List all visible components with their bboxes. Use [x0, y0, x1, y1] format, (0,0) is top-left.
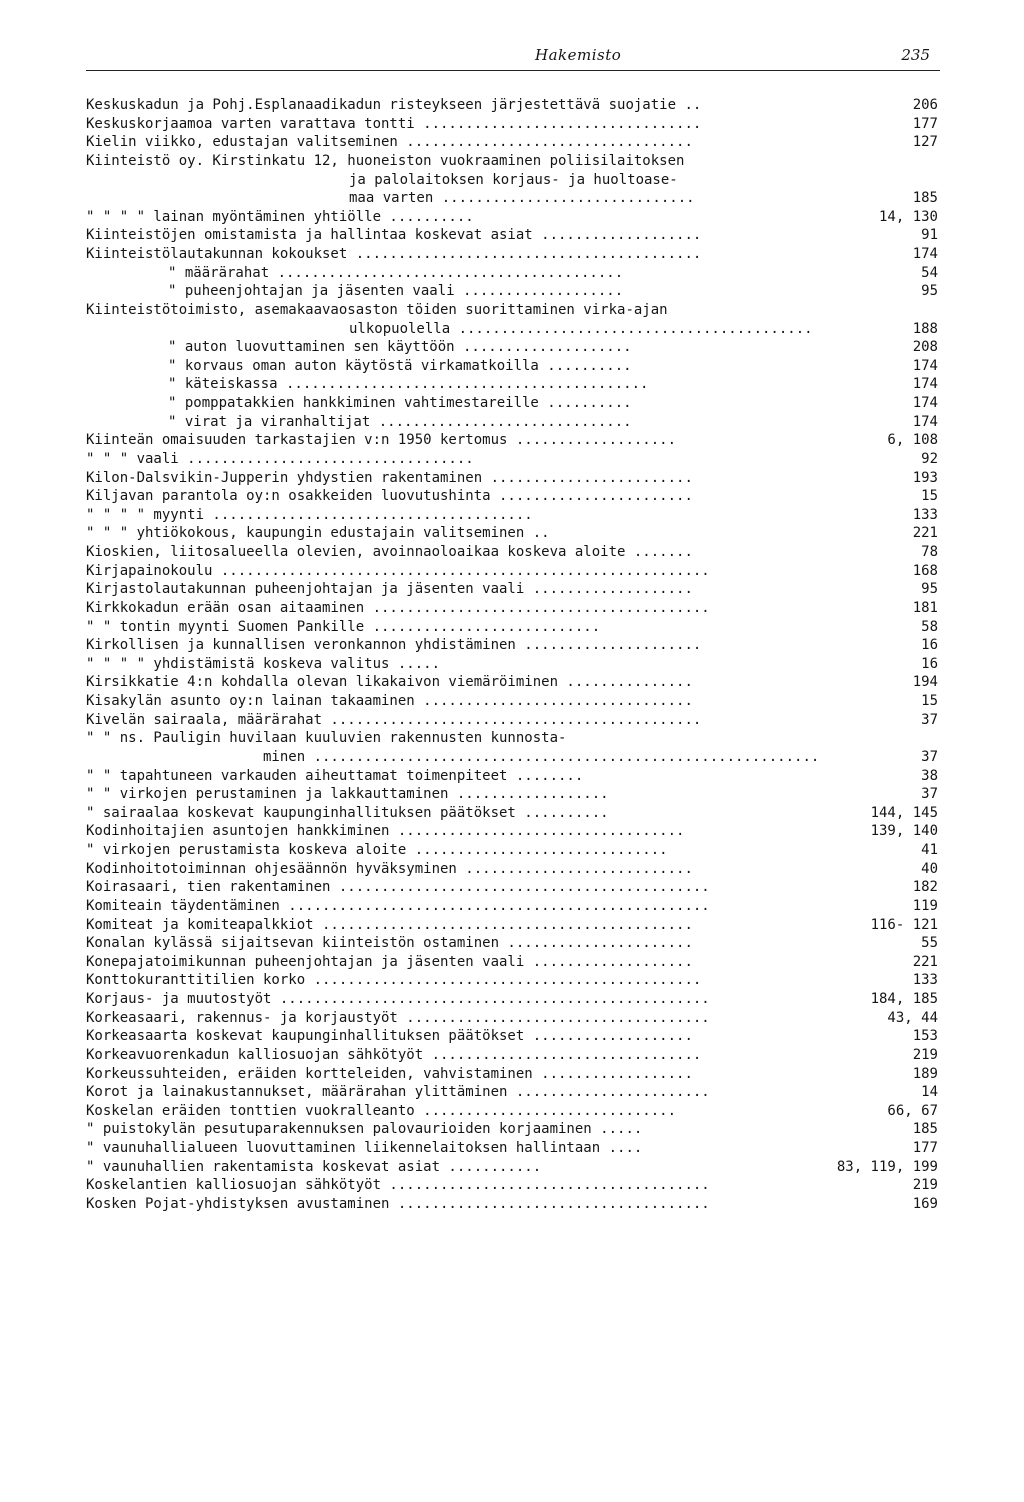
entry-text: Komiteat ja komiteapalkkiot ............................................ [86, 916, 693, 933]
entry-pages: 182 [912, 879, 938, 896]
entry-pages: 127 [912, 134, 938, 151]
entry-pages: 66, 67 [887, 1102, 938, 1119]
entry-text: Kielin viikko, edustajan valitseminen .................................. [86, 134, 693, 151]
entry-pages: 95 [921, 581, 938, 598]
entry-pages: 174 [912, 413, 938, 430]
entry-text: Kodinhoitajien asuntojen hankkiminen .................................. [86, 823, 685, 840]
entry-pages: 15 [921, 488, 938, 505]
entry-pages: 208 [912, 339, 938, 356]
entry-text: Konalan kylässä sijaitsevan kiinteistön ostaminen ...................... [86, 935, 693, 952]
index-entry [0, 245, 1024, 264]
index-entry [0, 1176, 1024, 1195]
entry-pages: 174 [912, 357, 938, 374]
entry-text: " sairaalaa koskevat kaupunginhallituksen päätökset .......... [86, 804, 609, 821]
entry-text: Koirasaari, tien rakentaminen ............................................ [86, 879, 710, 896]
entry-text: Kodinhoitotoiminnan ohjesäännön hyväksyminen ........................... [86, 860, 693, 877]
entry-pages: 193 [912, 469, 938, 486]
header-title: Hakemisto [535, 46, 622, 64]
entry-text: " " tontin myynti Suomen Pankille ........................... [86, 618, 601, 635]
index-entry [0, 841, 1024, 860]
page-header [86, 46, 940, 71]
index-entry [0, 580, 1024, 599]
index-entry [0, 264, 1024, 283]
entry-pages: 58 [921, 618, 938, 635]
entry-pages: 41 [921, 842, 938, 858]
entry-text: " " " " myynti ...................................... [86, 506, 533, 523]
entry-text: Kivelän sairaala, määrärahat ............................................ [86, 711, 702, 728]
index-entry [0, 469, 1024, 488]
entry-pages: 219 [912, 1046, 938, 1063]
entry-pages: 133 [912, 506, 938, 523]
index-entries [0, 96, 1024, 1214]
page-number: 235 [901, 46, 930, 64]
entry-text: Korkeasaari, rakennus- ja korjaustyöt .................................... [86, 1009, 710, 1026]
index-entry [0, 1009, 1024, 1028]
entry-pages: 219 [912, 1177, 938, 1194]
index-entry [0, 804, 1024, 823]
entry-pages: 14, 130 [878, 208, 938, 225]
index-entry [0, 916, 1024, 935]
entry-text: Keskuskorjaamoa varten varattava tontti ................................. [86, 115, 702, 132]
entry-text: maa varten .............................. [349, 190, 695, 207]
entry-text: Kiinteän omaisuuden tarkastajien v:n 1950 kertomus ................... [86, 432, 677, 449]
index-entry [0, 413, 1024, 432]
index-entry [0, 822, 1024, 841]
index-entry [0, 785, 1024, 804]
index-entry [0, 133, 1024, 152]
entry-text: " vaunuhallien rakentamista koskevat asiat ........... [86, 1158, 542, 1175]
entry-pages: 6, 108 [887, 432, 938, 449]
index-entry [0, 1195, 1024, 1214]
entry-text: Konttokuranttitilien korko .............................................. [86, 972, 702, 989]
entry-text: " puistokylän pesutuparakennuksen palovaurioiden korjaaminen ..... [86, 1121, 643, 1138]
entry-pages: 92 [921, 450, 938, 467]
entry-pages: 55 [921, 935, 938, 952]
entry-pages: 177 [912, 115, 938, 132]
entry-pages: 188 [912, 320, 938, 337]
index-entry [0, 543, 1024, 562]
entry-text: Kiljavan parantola oy:n osakkeiden luovutushinta ....................... [86, 488, 693, 505]
entry-pages: 78 [921, 544, 938, 560]
index-entry [0, 599, 1024, 618]
entry-pages: 184, 185 [870, 991, 938, 1007]
index-entry [0, 208, 1024, 227]
entry-text: " puheenjohtajan ja jäsenten vaali ................... [168, 283, 624, 300]
entry-text: Kisakylän asunto oy:n lainan takaaminen ................................ [86, 693, 693, 709]
entry-text: Koskelantien kalliosuojan sähkötyöt ...................................... [86, 1177, 710, 1194]
index-entry [0, 338, 1024, 357]
entry-text: minen ............................................................ [263, 748, 820, 765]
index-entry [0, 1139, 1024, 1158]
entry-pages: 14 [921, 1084, 938, 1101]
entry-pages: 221 [912, 525, 938, 542]
index-entry [0, 990, 1024, 1009]
index-entry [0, 692, 1024, 711]
entry-text: " " " yhtiökokous, kaupungin edustajain valitseminen .. [86, 525, 550, 542]
entry-text: " " ns. Pauligin huvilaan kuuluvien rakennusten kunnosta- [86, 730, 567, 747]
index-entry [0, 152, 1024, 171]
entry-pages: 116- 121 [870, 916, 938, 933]
index-entry [0, 506, 1024, 525]
index-entry [0, 934, 1024, 953]
entry-pages: 174 [912, 246, 938, 262]
entry-pages: 37 [921, 786, 938, 803]
index-entry [0, 1102, 1024, 1121]
entry-text: Konepajatoimikunnan puheenjohtajan ja jäsenten vaali ................... [86, 953, 693, 970]
index-entry [0, 729, 1024, 748]
entry-text: ja palolaitoksen korjaus- ja huoltoase- [349, 171, 678, 188]
entry-text: " " " " yhdistämistä koskeva valitus ..... [86, 655, 441, 672]
entry-pages: 194 [912, 674, 938, 691]
entry-text: " korvaus oman auton käytöstä virkamatkoilla .......... [168, 357, 632, 374]
entry-pages: 174 [912, 395, 938, 411]
entry-pages: 221 [912, 953, 938, 970]
entry-pages: 189 [912, 1065, 938, 1082]
index-entry [0, 189, 1024, 208]
entry-pages: 144, 145 [870, 804, 938, 821]
index-entry [0, 1120, 1024, 1139]
index-entry [0, 320, 1024, 339]
entry-pages: 37 [921, 748, 938, 765]
entry-text: Kiinteistölautakunnan kokoukset ......................................... [86, 246, 702, 262]
entry-text: Korkeussuhteiden, eräiden kortteleiden, vahvistaminen .................. [86, 1065, 693, 1082]
entry-pages: 91 [921, 227, 938, 244]
entry-text: ulkopuolella .......................................... [349, 320, 813, 337]
entry-text: Kilon-Dalsvikin-Jupperin yhdystien rakentaminen ........................ [86, 469, 693, 486]
index-entry [0, 1065, 1024, 1084]
index-entry [0, 1046, 1024, 1065]
index-entry [0, 450, 1024, 469]
entry-pages: 83, 119, 199 [836, 1158, 938, 1175]
entry-pages: 15 [921, 693, 938, 709]
entry-pages: 133 [912, 972, 938, 989]
entry-pages: 177 [912, 1140, 938, 1156]
index-entry [0, 971, 1024, 990]
entry-text: Kirjapainokoulu .......................................................... [86, 562, 710, 579]
entry-text: " auton luovuttaminen sen käyttöön .................... [168, 339, 632, 356]
index-entry [0, 655, 1024, 674]
entry-text: Kirkollisen ja kunnallisen veronkannon yhdistäminen ..................... [86, 637, 702, 654]
index-entry [0, 1083, 1024, 1102]
entry-pages: 185 [912, 1121, 938, 1138]
index-entry [0, 711, 1024, 730]
index-entry [0, 618, 1024, 637]
entry-text: Kosken Pojat-yhdistyksen avustaminen ..................................... [86, 1195, 710, 1212]
entry-text: " vaunuhallialueen luovuttaminen liikennelaitoksen hallintaan .... [86, 1140, 643, 1156]
entry-text: Kirjastolautakunnan puheenjohtajan ja jäsenten vaali ................... [86, 581, 693, 598]
entry-text: Kioskien, liitosalueella olevien, avoinnaoloaikaa koskeva aloite ....... [86, 544, 693, 560]
index-entry [0, 1158, 1024, 1177]
entry-text: " " " " lainan myöntäminen yhtiölle .......... [86, 208, 474, 225]
entry-pages: 206 [912, 97, 938, 113]
index-entry [0, 375, 1024, 394]
index-entry [0, 748, 1024, 767]
index-entry [0, 524, 1024, 543]
entry-text: Korkeavuorenkadun kalliosuojan sähkötyöt ................................ [86, 1046, 702, 1063]
entry-text: " pomppatakkien hankkiminen vahtimestareille .......... [168, 395, 632, 411]
entry-text: " virat ja viranhaltijat .............................. [168, 413, 632, 430]
entry-text: Kirsikkatie 4:n kohdalla olevan likakaivon viemäröiminen ............... [86, 674, 693, 691]
index-entry [0, 96, 1024, 115]
entry-pages: 119 [912, 897, 938, 914]
entry-pages: 139, 140 [870, 823, 938, 840]
index-entry [0, 394, 1024, 413]
entry-pages: 54 [921, 264, 938, 281]
entry-pages: 16 [921, 637, 938, 654]
entry-pages: 40 [921, 860, 938, 877]
entry-pages: 181 [912, 599, 938, 616]
index-entry [0, 673, 1024, 692]
index-entry [0, 115, 1024, 134]
index-entry [0, 953, 1024, 972]
entry-pages: 153 [912, 1028, 938, 1045]
index-entry [0, 636, 1024, 655]
entry-pages: 95 [921, 283, 938, 300]
entry-text: " " tapahtuneen varkauden aiheuttamat toimenpiteet ........ [86, 767, 584, 784]
entry-text: " " " vaali .................................. [86, 450, 474, 467]
entry-text: Kiinteistöjen omistamista ja hallintaa koskevat asiat ................... [86, 227, 702, 244]
index-entry [0, 171, 1024, 190]
entry-pages: 169 [912, 1195, 938, 1212]
index-entry [0, 301, 1024, 320]
index-entry [0, 878, 1024, 897]
entry-text: Komiteain täydentäminen .................................................. [86, 897, 710, 914]
index-entry [0, 431, 1024, 450]
entry-text: " käteiskassa ........................................... [168, 376, 649, 393]
entry-text: " " virkojen perustaminen ja lakkauttaminen .................. [86, 786, 609, 803]
entry-text: Kiinteistötoimisto, asemakaavaosaston töiden suorittaminen virka-ajan [86, 301, 668, 318]
entry-text: Korkeasaarta koskevat kaupunginhallituksen päätökset ................... [86, 1028, 693, 1045]
index-entry [0, 897, 1024, 916]
entry-text: Kirkkokadun erään osan aitaaminen ........................................ [86, 599, 710, 616]
entry-pages: 174 [912, 376, 938, 393]
entry-text: Kiinteistö oy. Kirstinkatu 12, huoneiston vuokraaminen poliisilaitoksen [86, 152, 685, 169]
entry-pages: 37 [921, 711, 938, 728]
index-entry [0, 767, 1024, 786]
index-entry [0, 1027, 1024, 1046]
entry-pages: 16 [921, 655, 938, 672]
index-entry [0, 226, 1024, 245]
entry-text: Korjaus- ja muutostyöt ................................................... [86, 991, 710, 1007]
index-entry [0, 487, 1024, 506]
entry-text: Koskelan eräiden tonttien vuokralleanto .............................. [86, 1102, 677, 1119]
index-entry [0, 562, 1024, 581]
entry-pages: 168 [912, 562, 938, 579]
entry-text: Keskuskadun ja Pohj.Esplanaadikadun risteykseen järjestettävä suojatie .. [86, 97, 702, 113]
entry-pages: 185 [912, 190, 938, 207]
index-entry [0, 282, 1024, 301]
entry-pages: 43, 44 [887, 1009, 938, 1026]
index-entry [0, 860, 1024, 879]
entry-pages: 38 [921, 767, 938, 784]
index-entry [0, 357, 1024, 376]
entry-text: Korot ja lainakustannukset, määrärahan ylittäminen ....................... [86, 1084, 710, 1101]
entry-text: " määrärahat ......................................... [168, 264, 624, 281]
entry-text: " virkojen perustamista koskeva aloite .............................. [86, 842, 668, 858]
